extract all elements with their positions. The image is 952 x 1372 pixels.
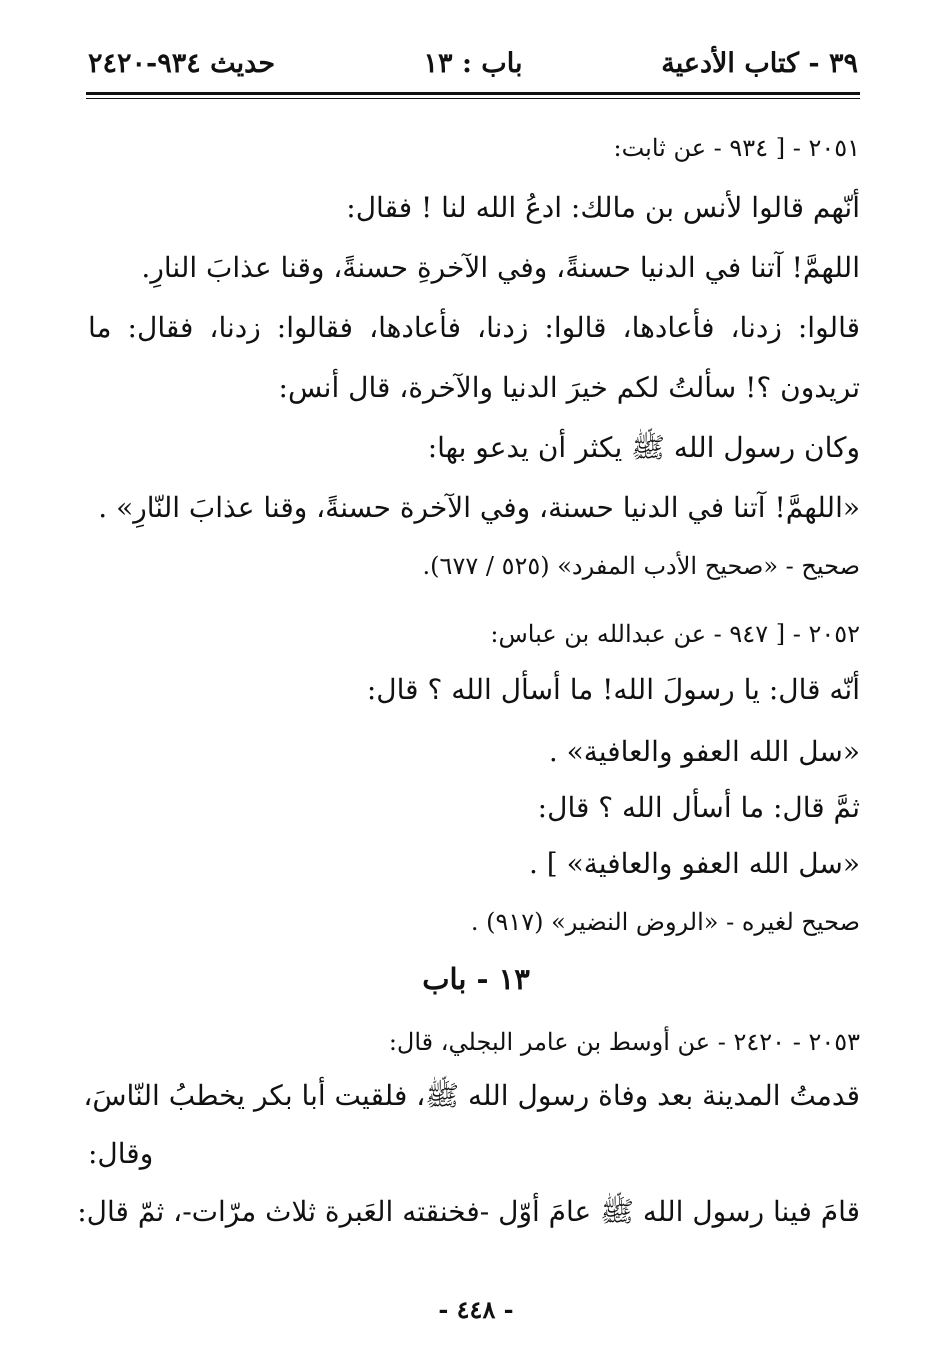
hadith-2051-line-4: تريدون ؟! سألتُ لكم خيرَ الدنيا والآخرة، قال أنس: — [278, 371, 860, 404]
chapter-title: ١٣ - باب — [422, 962, 530, 996]
hadith-2052-line-2: «سل الله العفو والعافية» . — [548, 735, 860, 768]
hadith-2052-grade: صحيح لغيره - «الروض النضير» (٩١٧) . — [470, 908, 860, 936]
hadith-2052-line-3: ثمَّ قال: ما أسأل الله ؟ قال: — [537, 791, 860, 824]
hadith-2051-heading: ٢٠٥١ - [ ٩٣٤ - عن ثابت: — [613, 134, 860, 162]
header-chapter: باب : ١٣ — [423, 48, 523, 79]
running-header — [88, 48, 858, 90]
header-book-title: ٣٩ - كتاب الأدعية — [661, 48, 858, 79]
hadith-2051-line-6: «اللهمَّ! آتنا في الدنيا حسنة، وفي الآخرة حسنةً، وقنا عذابَ النّارِ» . — [98, 491, 860, 524]
header-hadith-range: حديث ٩٣٤-٢٤٢٠ — [88, 48, 276, 79]
hadith-2052-line-1: أنّه قال: يا رسولَ الله! ما أسأل الله ؟ قال: — [366, 673, 860, 706]
hadith-2051-line-2: اللهمَّ! آتنا في الدنيا حسنةً، وفي الآخرةِ حسنةً، وقنا عذابَ النارِ. — [141, 251, 860, 284]
hadith-2051-line-3: قالوا: زدنا، فأعادها، قالوا: زدنا، فأعادها، فقالوا: زدنا، فقال: ما — [88, 311, 860, 344]
hadith-2051-line-1: أنّهم قالوا لأنس بن مالك: ادعُ الله لنا ! فقال: — [346, 191, 860, 224]
hadith-2053-heading: ٢٠٥٣ - ٢٤٢٠ - عن أوسط بن عامر البجلي، قال: — [388, 1028, 860, 1056]
header-rule-thick — [86, 92, 860, 95]
hadith-2052-line-4: «سل الله العفو والعافية» ] . — [528, 847, 860, 880]
page-number: - ٤٤٨ - — [438, 1295, 514, 1324]
hadith-2053-line-3: قامَ فينا رسول الله ﷺ عامَ أوّل -فخنقته العَبرة ثلاث مرّات-، ثمّ قال: — [77, 1195, 860, 1228]
hadith-2052-heading: ٢٠٥٢ - [ ٩٤٧ - عن عبدالله بن عباس: — [490, 620, 860, 648]
hadith-2051-line-5: وكان رسول الله ﷺ يكثر أن يدعو بها: — [427, 431, 860, 464]
hadith-2053-line-1: قدمتُ المدينة بعد وفاة رسول الله ﷺ، فلقيت أبا بكر يخطبُ النّاسَ، — [83, 1079, 860, 1112]
hadith-2051-grade: صحيح - «صحيح الأدب المفرد» (٥٢٥ / ٦٧٧). — [422, 552, 860, 580]
hadith-2053-line-2: وقال: — [88, 1137, 154, 1170]
header-rule-thin — [86, 98, 860, 99]
